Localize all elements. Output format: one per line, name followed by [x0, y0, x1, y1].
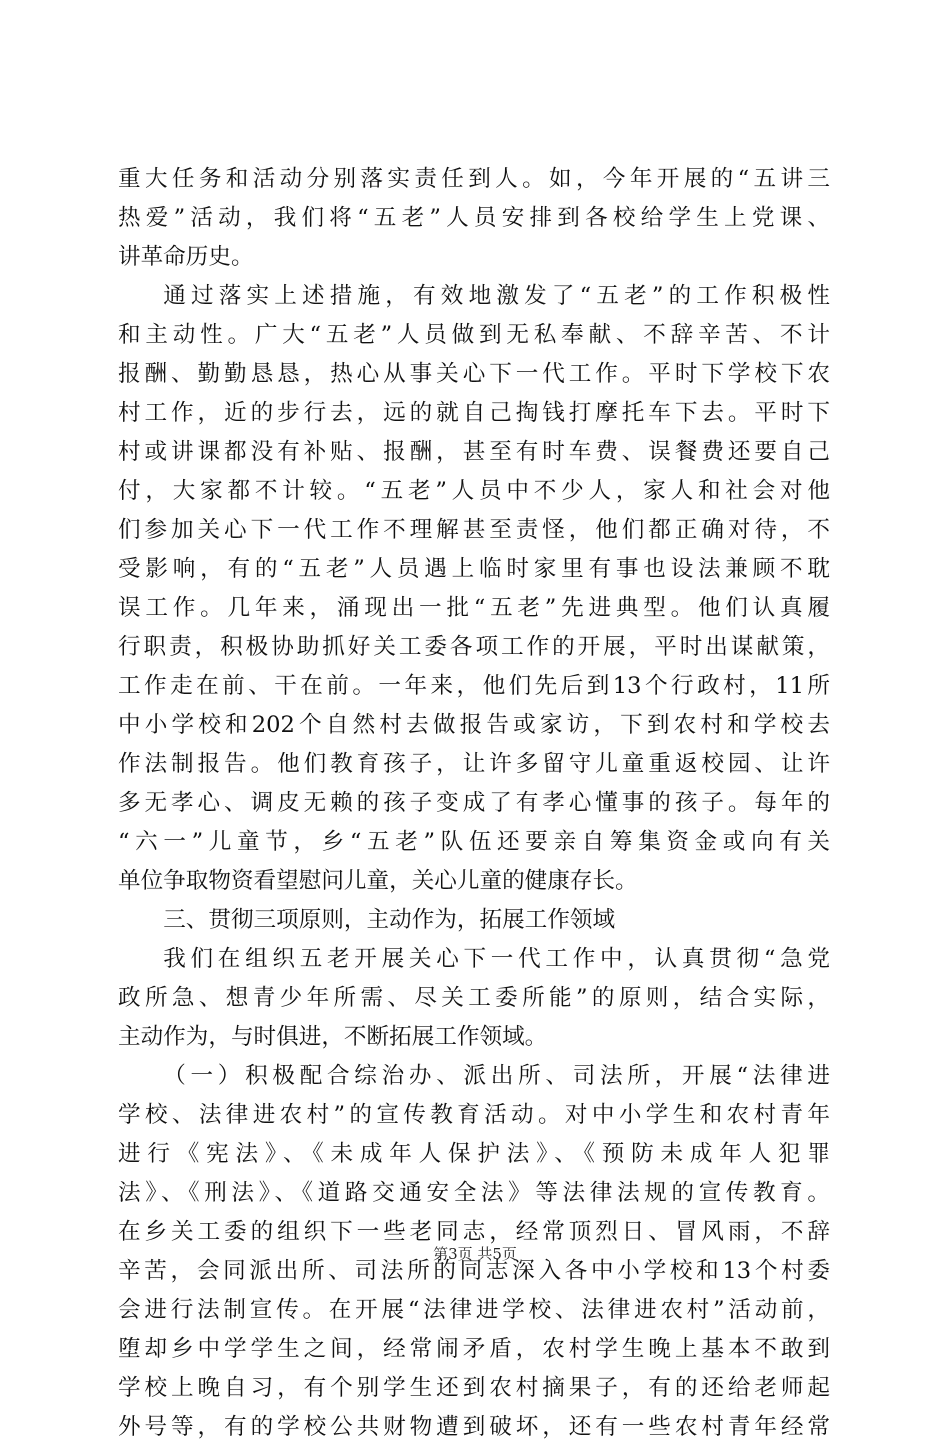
- text-line: 村工作，近的步行去，远的就自己掏钱打摩托车下去。平时下: [118, 400, 830, 426]
- text-line: 重大任务和活动分别落实责任到人。如，今年开展的“五讲三: [118, 166, 830, 192]
- text-line: 学校、法律进农村”的宣传教育活动。对中小学生和农村青年: [118, 1102, 830, 1128]
- text-line: 外号等，有的学校公共财物遭到破坏，还有一些农村青年经常: [118, 1414, 830, 1440]
- text-line: 作法制报告。他们教育孩子，让许多留守儿童重返校园、让许: [118, 751, 830, 777]
- text-line: 堕却乡中学学生之间，经常闹矛盾，农村学生晚上基本不敢到: [118, 1336, 830, 1362]
- text-line: 中小学校和202个自然村去做报告或家访，下到农村和学校去: [118, 712, 830, 738]
- text-line: （一）积极配合综治办、派出所、司法所，开展“法律进: [163, 1063, 830, 1089]
- text-line: 单位争取物资看望慰问儿童，关心儿童的健康存长。: [118, 868, 638, 894]
- text-line: 法》、《刑法》、《道路交通安全法》等法律法规的宣传教育。: [118, 1180, 830, 1206]
- text-line: 热爱”活动，我们将“五老”人员安排到各校给学生上党课、: [118, 205, 830, 231]
- text-line: 我们在组织五老开展关心下一代工作中，认真贯彻“急党: [163, 946, 830, 972]
- text-line: 多无孝心、调皮无赖的孩子变成了有孝心懂事的孩子。每年的: [118, 790, 830, 816]
- text-line: 行职责，积极协助抓好关工委各项工作的开展，平时出谋献策，: [118, 634, 830, 660]
- text-line: 付，大家都不计较。“五老”人员中不少人，家人和社会对他: [118, 478, 830, 504]
- text-line: 受影响，有的“五老”人员遇上临时家里有事也设法兼顾不耽: [118, 556, 830, 582]
- text-line: 政所急、想青少年所需、尽关工委所能”的原则，结合实际，: [118, 985, 830, 1011]
- text-line: 误工作。几年来，涌现出一批“五老”先进典型。他们认真履: [118, 595, 830, 621]
- text-line: 进行《宪法》、《未成年人保护法》、《预防未成年人犯罪: [118, 1141, 830, 1167]
- text-line: 讲革命历史。: [118, 244, 254, 270]
- text-line: 通过落实上述措施，有效地激发了“五老”的工作积极性: [163, 283, 830, 309]
- text-line: 学校上晚自习，有个别学生还到农村摘果子，有的还给老师起: [118, 1375, 830, 1401]
- text-line: 们参加关心下一代工作不理解甚至责怪，他们都正确对待，不: [118, 517, 830, 543]
- text-line: “六一”儿童节，乡“五老”队伍还要亲自筹集资金或向有关: [118, 829, 830, 855]
- text-line: 会进行法制宣传。在开展“法律进学校、法律进农村”活动前，: [118, 1297, 830, 1323]
- text-line: 报酬、勤勤恳恳，热心从事关心下一代工作。平时下学校下农: [118, 361, 830, 387]
- text-line: 辛苦，会同派出所、司法所的同志深入各中小学校和13个村委: [118, 1258, 830, 1284]
- text-line: 和主动性。广大“五老”人员做到无私奉献、不辞辛苦、不计: [118, 322, 830, 348]
- text-line: 在乡关工委的组织下一些老同志，经常顶烈日、冒风雨，不辞: [118, 1219, 830, 1245]
- text-line: 主动作为，与时俱进，不断拓展工作领域。: [118, 1024, 548, 1050]
- text-line: 村或讲课都没有补贴、报酬，甚至有时车费、误餐费还要自己: [118, 439, 830, 465]
- page-footer: 第3页 共5页: [433, 1245, 517, 1263]
- text-line: 工作走在前、干在前。一年来，他们先后到13个行政村，11所: [118, 673, 830, 699]
- text-line: 三、贯彻三项原则，主动作为，拓展工作领域: [163, 907, 616, 933]
